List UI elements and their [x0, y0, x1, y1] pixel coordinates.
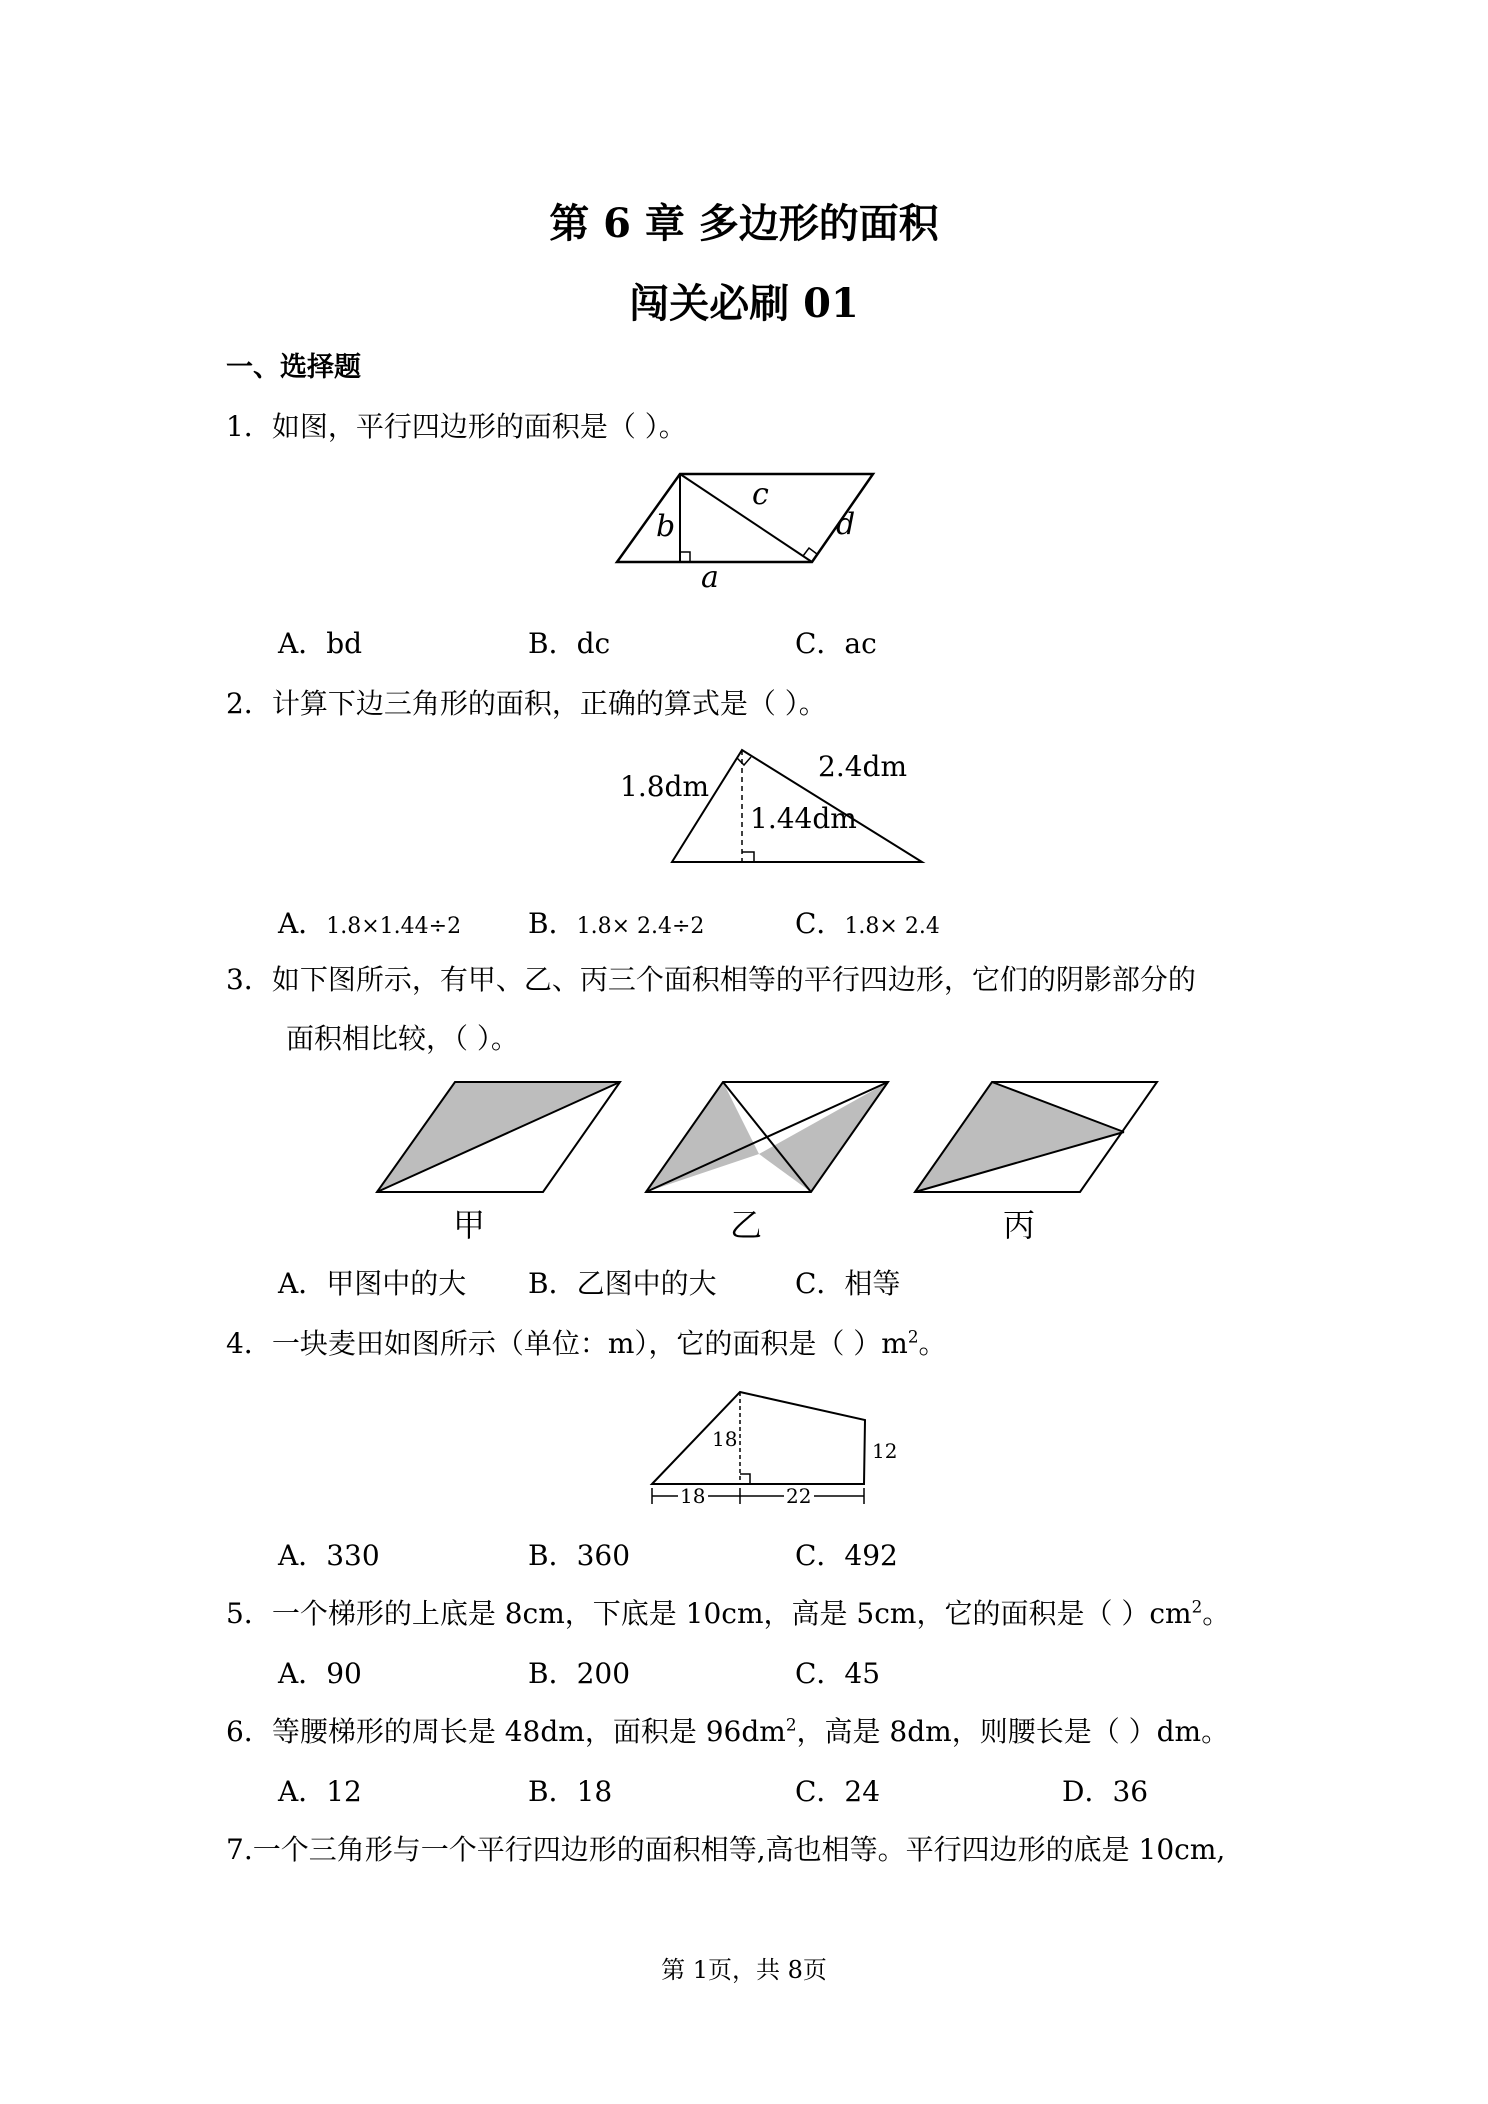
- question-4-figure: [640, 1378, 910, 1518]
- label-bing: 丙: [1003, 1206, 1036, 1244]
- q1-option-c[interactable]: C．ac: [795, 627, 877, 660]
- q6-option-c[interactable]: C．24: [795, 1775, 881, 1808]
- label-left-side: 1.8dm: [620, 770, 710, 803]
- q5-option-a[interactable]: A．90: [278, 1657, 362, 1690]
- question-4-text: 4．一块麦田如图所示（单位：m），它的面积是（ ）$m^2$。: [226, 1326, 947, 1360]
- label-height: 1.44dm: [750, 802, 857, 835]
- label-right-side: 2.4dm: [818, 750, 908, 783]
- section-heading: 一、选择题: [226, 352, 361, 383]
- question-2-figure: [610, 740, 940, 870]
- label-b: b: [656, 509, 676, 544]
- q2-option-a[interactable]: A．1.8×1.44÷2: [278, 907, 462, 940]
- q3-option-c[interactable]: C．相等: [795, 1267, 901, 1300]
- question-5-text: 5．一个梯形的上底是 8cm，下底是 10cm，高是 5cm，它的面积是（ ）$cm^2$。: [226, 1596, 1231, 1630]
- question-3-figure: [375, 1070, 1175, 1250]
- question-6-text: 6．等腰梯形的周长是 48dm，面积是 $96dm^2$，高是 8dm，则腰长是（ ）dm。: [226, 1714, 1230, 1748]
- label-d: d: [836, 507, 856, 542]
- q5-option-b[interactable]: B．200: [528, 1657, 631, 1690]
- q2-option-b[interactable]: B．1.8× 2.4÷2: [528, 907, 705, 940]
- q4-option-a[interactable]: A．330: [278, 1539, 380, 1572]
- q1-option-b[interactable]: B．dc: [528, 627, 611, 660]
- question-3-text-line2: 面积相比较，（ ）。: [286, 1022, 519, 1055]
- page-footer: 第 1页，共 8页: [661, 1956, 827, 1984]
- q3-option-a[interactable]: A．甲图中的大: [278, 1267, 467, 1300]
- question-2-text: 2．计算下边三角形的面积，正确的算式是（ ）。: [226, 687, 827, 720]
- question-1-text: 1．如图，平行四边形的面积是（ ）。: [226, 410, 687, 443]
- label-c: c: [752, 477, 769, 512]
- label-base-18: 18: [680, 1484, 706, 1508]
- q2-option-c[interactable]: C．1.8× 2.4: [795, 907, 940, 940]
- q6-option-a[interactable]: A．12: [278, 1775, 362, 1808]
- q5-option-c[interactable]: C．45: [795, 1657, 881, 1690]
- page-subtitle: 闯关必刷 01: [629, 280, 859, 327]
- label-base-22: 22: [786, 1484, 812, 1508]
- label-right-12: 12: [872, 1439, 898, 1463]
- question-7-text: 7.一个三角形与一个平行四边形的面积相等,高也相等。平行四边形的底是 10cm,: [226, 1833, 1226, 1866]
- label-height-18: 18: [712, 1427, 738, 1451]
- q3-option-b[interactable]: B．乙图中的大: [528, 1267, 717, 1300]
- question-1-figure: [600, 462, 900, 592]
- q6-option-b[interactable]: B．18: [528, 1775, 613, 1808]
- question-3-text: 3．如下图所示，有甲、乙、丙三个面积相等的平行四边形，它们的阴影部分的: [226, 963, 1196, 996]
- label-a: a: [701, 560, 719, 592]
- q4-option-c[interactable]: C．492: [795, 1539, 898, 1572]
- q1-option-a[interactable]: A．bd: [278, 627, 363, 660]
- chapter-title: 第 6 章 多边形的面积: [549, 200, 939, 247]
- q4-option-b[interactable]: B．360: [528, 1539, 631, 1572]
- label-yi: 乙: [730, 1206, 763, 1244]
- q6-option-d[interactable]: D．36: [1062, 1775, 1149, 1808]
- label-jia: 甲: [453, 1206, 486, 1244]
